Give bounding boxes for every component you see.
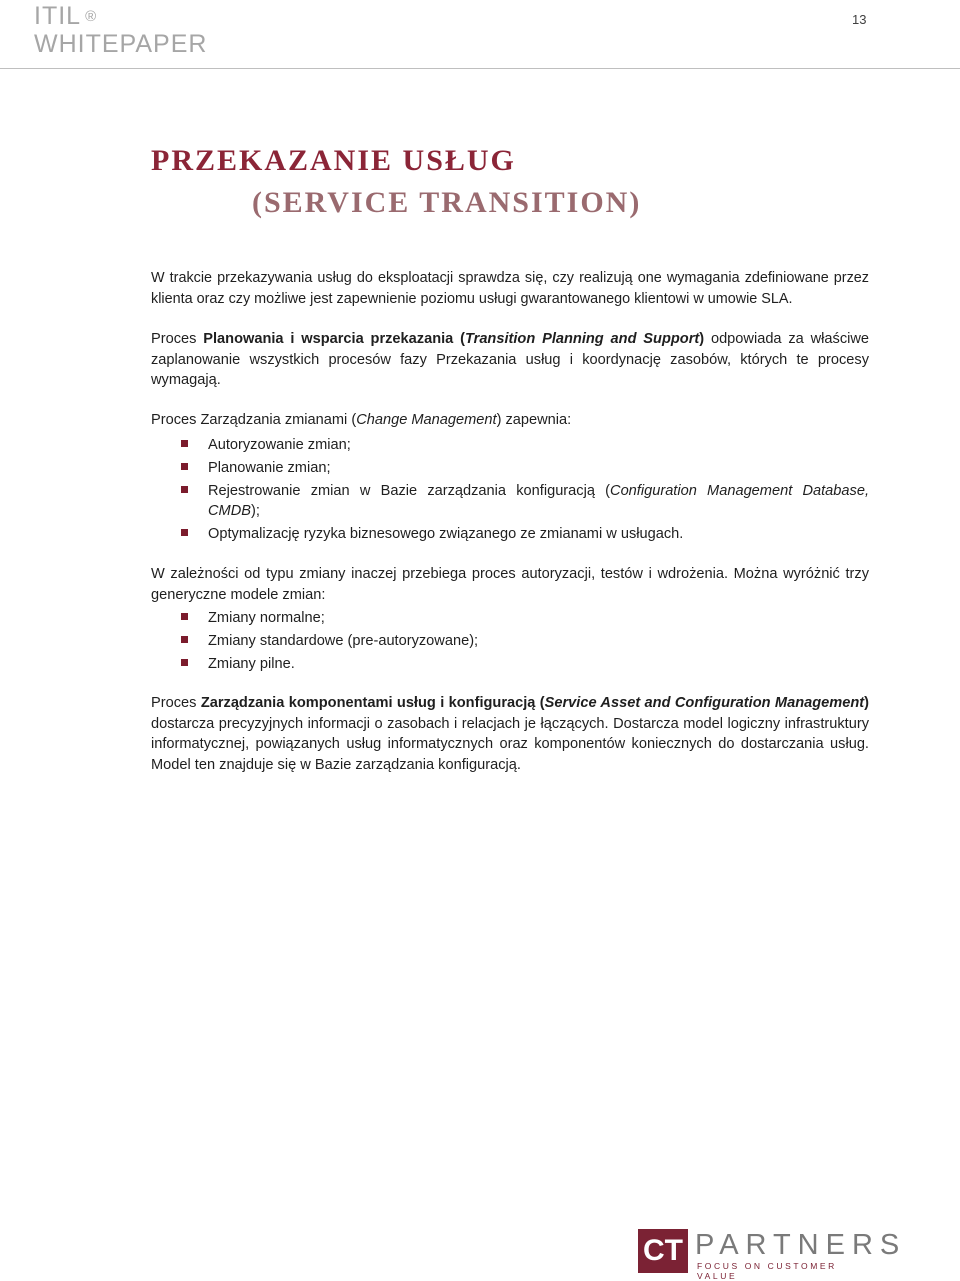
paragraph-asset-configuration: Proces Zarządzania komponentami usług i konfiguracją (Service Asset and Configuration Management) dostarcza precyzyjnych informacji o zasobach i relacjach je łączących. Dostarcza model logiczny infrastruktury informatycznej, powiązanych usług informatycznych oraz komponentów koniecznych do dostarczania usług. Model ten znajduje się w Bazie zarządzania konfiguracją. xyxy=(151,695,869,774)
list-item: Planowanie zmian; xyxy=(151,458,869,479)
page-header xyxy=(0,0,960,70)
page-number: 13 xyxy=(852,12,867,27)
registered-mark: ® xyxy=(85,8,98,25)
list-item: Zmiany pilne. xyxy=(151,654,869,675)
change-models-list xyxy=(151,608,869,675)
title-line2: (SERVICE TRANSITION) xyxy=(252,186,642,219)
brand-title xyxy=(34,2,207,58)
title-line1: PRZEKAZANIE USŁUG xyxy=(151,144,516,177)
section-title xyxy=(151,143,641,221)
brand-line1: ITIL xyxy=(34,2,82,30)
paragraph-transition-planning: Proces Planowania i wsparcia przekazania (Transition Planning and Support) odpowiada za właściwe zaplanowanie wszystkich procesów fazy Przekazania usług i koordynację zasobów, których te procesy wymagają. xyxy=(151,331,870,389)
list-item: Autoryzowanie zmian; xyxy=(151,435,869,456)
list-item: Zmiany standardowe (pre-autoryzowane); xyxy=(151,631,869,652)
logo-box: CT xyxy=(638,1229,688,1273)
body-content xyxy=(151,268,869,776)
list-item: Zmiany normalne; xyxy=(151,608,869,629)
ct-partners-logo xyxy=(638,1229,907,1281)
change-management-list xyxy=(151,435,869,545)
paragraph-change-management: Proces Zarządzania zmianami (Change Management) zapewnia: xyxy=(151,411,572,428)
list-item: Optymalizację ryzyka biznesowego związanego ze zmianami w usługach. xyxy=(151,524,869,545)
logo-tagline: FOCUS ON CUSTOMER VALUE xyxy=(697,1261,837,1281)
logo-wordmark: PARTNERS xyxy=(695,1229,907,1261)
paragraph-change-models: W zależności od typu zmiany inaczej przebiega proces autoryzacji, testów i wdrożenia. Można wyróżnić trzy generyczne modele zmian: xyxy=(151,565,869,603)
paragraph-intro: W trakcie przekazywania usług do eksploatacji sprawdza się, czy realizują one wymagania zdefiniowane przez klienta oraz czy możliwe jest zapewnienie poziomu usługi gwarantowanego klientowi w umowie SLA. xyxy=(151,270,869,307)
header-divider xyxy=(0,68,960,69)
brand-line2: WHITEPAPER xyxy=(34,30,208,58)
list-item: Rejestrowanie zmian w Bazie zarządzania konfiguracją (Configuration Management Database, CMDB); xyxy=(151,481,869,522)
